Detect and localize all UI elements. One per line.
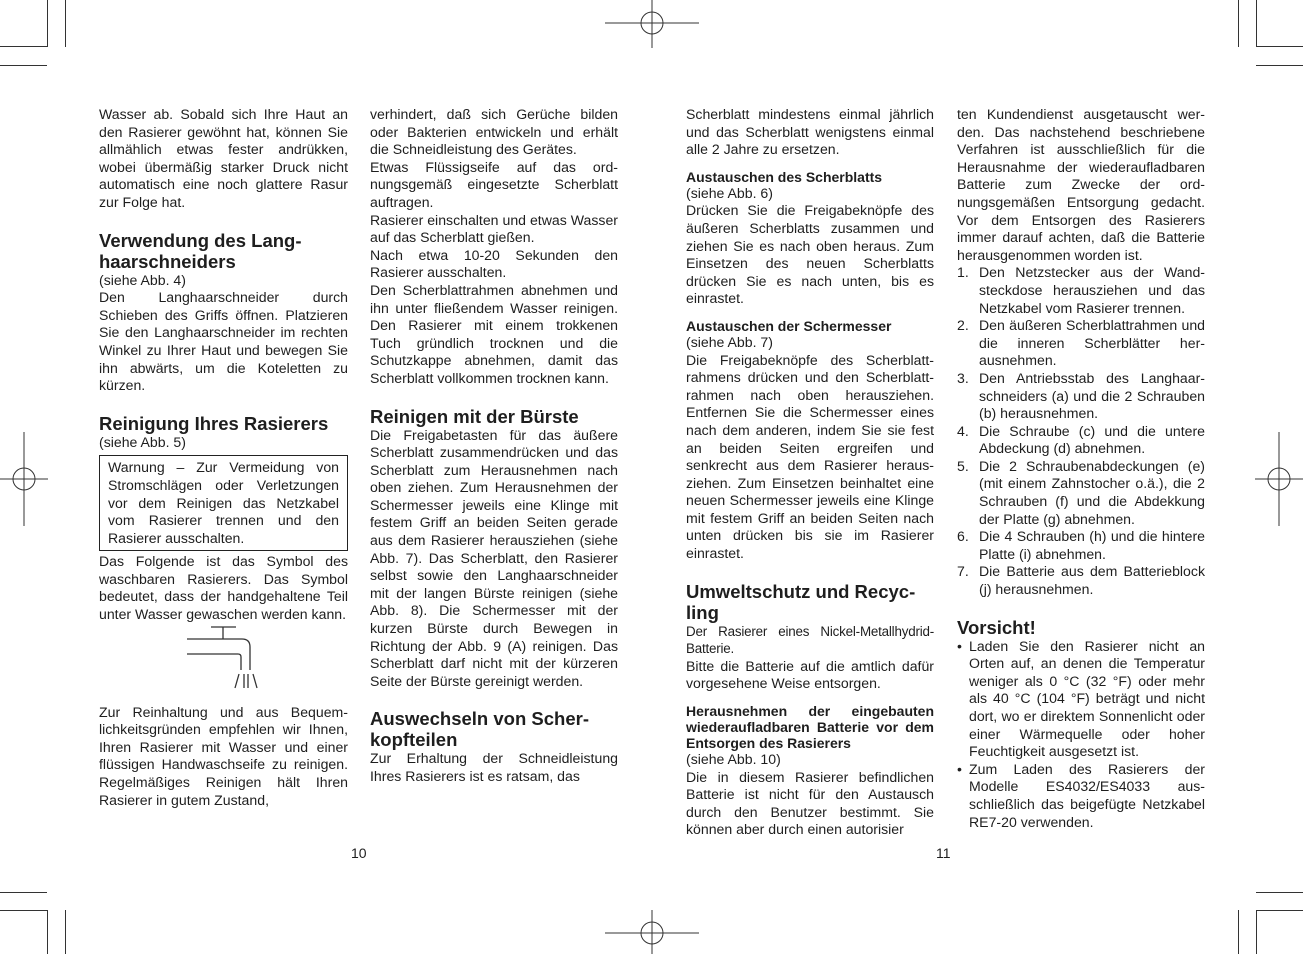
step-text: Die 2 Schraubenabdeckungen (e) (mit einem Zahnstocher o.ä.), die 2 Schrauben (f) und die Abdekkung der Platte (g) abnehmen. <box>979 457 1205 527</box>
heading-buerste: Reinigen mit der Bürste <box>370 405 579 427</box>
heading-reinigung: Reinigung Ihres Rasierers <box>99 412 329 434</box>
bullet-text: Laden Sie den Rasierer nicht an Orten auf, an denen die Temperatur weniger als 0 °C (32 °F) oder mehr als 40 °C (104 °F) beträgt und nicht dort, wo er direktem Sonnenlicht oder einer Wärmequelle oder hoher Feuchtigkeit ausgesetzt ist. <box>969 637 1205 760</box>
list-item <box>957 638 1205 761</box>
crop-mark <box>1256 910 1303 911</box>
step-number: 6. <box>957 528 969 545</box>
step-text: Die Schraube (c) und die untere Abdeckung (d) abnehmen. <box>979 422 1205 457</box>
paragraph: verhindert, daß sich Gerüche bilden oder Bakterien entwickeln und erhält die Schneidleistung des Gerätes. <box>370 106 618 158</box>
list-item <box>957 317 1205 370</box>
step-number: 3. <box>957 369 969 386</box>
subheading-herausnehmen: Herausnehmen der eingebauten wiederaufladbaren Batterie vor dem Entsorgen des Rasierers <box>686 703 934 752</box>
list-item <box>957 423 1205 458</box>
crop-mark <box>1256 0 1257 47</box>
step-text: Den äußeren Scherblattrahmen und die inneren Scherblätter herausnehmen. <box>979 317 1205 369</box>
figure-reference: (siehe Abb. 6) <box>686 184 773 201</box>
crop-mark <box>1238 910 1239 954</box>
crop-mark <box>1256 46 1303 47</box>
subheading-schermesser: Austauschen der Schermesser <box>686 317 892 334</box>
crop-mark <box>1256 892 1303 893</box>
heading-vorsicht: Vorsicht! <box>957 616 1036 638</box>
figure-reference: (siehe Abb. 5) <box>99 433 186 450</box>
step-number: 4. <box>957 422 969 439</box>
column-4 <box>957 106 1205 831</box>
paragraph: Den Langhaarschneider durch Schieben des Griffs öffnen. Platzieren Sie den Langhaarschneider im rechten Winkel zu Ihrer Haut und bewegen Sie ihn abwärts, um die Koteletten zu kürzen. <box>99 289 348 394</box>
registration-mark-left <box>0 432 48 526</box>
crop-mark <box>1256 65 1303 66</box>
page-number-left: 10 <box>351 845 367 861</box>
paragraph: Nach etwa 10-20 Sekunden den Rasierer ausschalten. <box>370 246 618 281</box>
paragraph: Zur Reinhaltung und aus Bequemlichkeitsgründen empfehlen wir Ihnen, Ihren Rasierer mit Wasser und einer flüssigen Handwaschseife zu reinigen. Regelmäßiges Reinigen hält Ihren Rasierer in gutem Zustand, <box>99 703 348 808</box>
washable-symbol-icon <box>99 624 348 704</box>
caution-list <box>957 638 1205 832</box>
step-text: Die 4 Schrauben (h) und die hintere Platte (i) abnehmen. <box>979 528 1205 562</box>
paragraph: Bitte die Batterie auf die amtlich dafür vorgesehene Weise entsorgen. <box>686 657 934 692</box>
paragraph: Das Folgende ist das Symbol des waschbaren Rasierers. Das Symbol bedeutet, dass der handgehaltene Teil unter Wasser gewaschen werden kann. <box>99 553 348 623</box>
paragraph: Drücken Sie die Freigabeknöpfe des äußeren Scherblatts zusammen und ziehen Sie es nach oben heraus. Zum Einsetzen des neuen Scherblatts drücken Sie es nach unten, bis es einrastet. <box>686 202 934 307</box>
paragraph: Wasser ab. Sobald sich Ihre Haut an den Rasierer gewöhnt hat, können Sie allmählich etwas fester andrükken, wobei übermäßig starker Druck nicht automatisch eine noch glattere Rasur zur Folge hat. <box>99 106 348 210</box>
paragraph: ten Kundendienst ausgetauscht werden. Das nachstehend beschriebene Verfahren ist ausschließlich für die Herausnahme der wiederaufladbaren Batterie zum Zwecke der ordnungsgemäßen Entsorgung gedacht. Vor dem Entsorgen des Rasierers immer darauf achten, daß die Batterie herausgenommen worden ist. <box>957 106 1205 263</box>
step-number: 1. <box>957 264 969 281</box>
page-number-right: 11 <box>936 845 951 861</box>
removal-steps-list <box>957 264 1205 598</box>
heading-umweltschutz: Umweltschutz und Recycling <box>686 580 916 623</box>
step-text: Den Antriebsstab des Langhaarschneiders (a) und die 2 Schrauben (b) herausnehmen. <box>979 369 1205 422</box>
registration-mark-bottom <box>605 910 699 954</box>
figure-reference: (siehe Abb. 10) <box>686 751 781 768</box>
step-number: 2. <box>957 317 969 334</box>
column-2 <box>370 106 618 786</box>
registration-mark-top <box>605 0 699 48</box>
crop-mark <box>65 0 66 47</box>
figure-reference: (siehe Abb. 7) <box>686 333 773 350</box>
paragraph: Den Scherblattrahmen abnehmen und ihn unter fließendem Wasser reinigen. Den Rasierer mit einem trokkenen Tuch gründlich trocknen und die Schutzkappe abnehmen, damit das Scherblatt vollkommen trocknen kann. <box>370 281 618 386</box>
paragraph: Die Freigabetasten für das äußere Scherblatt zusammendrücken und das Scherblatt zum Herausnehmen nach oben ziehen. Zum Herausnehmen der Schermesser jeweils eine Klinge mit festem Griff an beiden Seiten gerade aus dem Rasierer herausziehen (siehe Abb. 7). Das Scherblatt, den Rasierer selbst sowie den Langhaarschneider mit der langen Bürste reinigen (siehe Abb. 8). Die Schermesser mit der kurzen Bürste durch Bewegen in Richtung der Abb. 9 (A) reinigen. Das Scherblatt darf nicht mit der kürzeren Seite der Bürste gereinigt werden. <box>370 426 618 689</box>
paragraph: Scherblatt mindestens einmal jährlich und das Scherblatt wenigstens einmal alle 2 Jahre zu ersetzen. <box>686 106 934 158</box>
step-text: Den Netzstecker aus der Wandsteckdose herausziehen und das Netzkabel vom Rasierer trennen. <box>979 264 1205 316</box>
paragraph: Der Rasierer eines Nickel-Metallhydrid-Batterie. <box>686 623 934 657</box>
list-item <box>957 370 1205 423</box>
step-number: 5. <box>957 457 969 474</box>
crop-mark <box>0 910 47 911</box>
subheading-scherblatt: Austauschen des Scherblatts <box>686 168 883 185</box>
step-number: 7. <box>957 563 969 580</box>
crop-mark <box>0 65 47 66</box>
heading-auswechseln: Auswechseln von Scherkopfteilen <box>370 708 589 751</box>
crop-mark <box>0 892 47 893</box>
crop-mark <box>1256 910 1257 954</box>
list-item <box>957 264 1205 317</box>
paragraph: Die in diesem Rasierer befindlichen Batterie ist nicht für den Austausch durch den Benutzer bestimmt. Sie können aber durch einen autorisier <box>686 768 934 838</box>
crop-mark <box>0 46 47 47</box>
list-item <box>957 458 1205 528</box>
list-item <box>957 528 1205 563</box>
crop-mark <box>65 910 66 954</box>
crop-mark <box>47 0 48 47</box>
crop-mark <box>47 910 48 954</box>
crop-mark <box>1238 0 1239 47</box>
step-text: Die Batterie aus dem Batterieblock (j) herausnehmen. <box>979 563 1205 598</box>
heading-langhaarschneider: Verwendung des Langhaarschneiders <box>99 229 302 272</box>
bullet: • <box>957 760 962 777</box>
paragraph: Rasierer einschalten und etwas Wasser auf das Scherblatt gießen. <box>370 211 618 246</box>
paragraph: Die Freigabeknöpfe des Scherblattrahmens drücken und den Scherblattrahmen nach oben herausziehen. Entfernen Sie die Schermesser eines nach dem anderen, indem Sie sie fest an beiden Seiten ergreifen und senkrecht aus dem Rasierer herausziehen. Zum Einsetzen beinhaltet eine neuen Schermesser jeweils eine Klinge mit festem Griff an beiden Seiten nach unten drücken bis sie im Rasierer einrastet. <box>686 351 934 562</box>
list-item <box>957 761 1205 831</box>
paragraph: Etwas Flüssigseife auf das ordnungsgemäß eingesetzte Scherblatt auftragen. <box>370 158 618 210</box>
column-3 <box>686 106 934 839</box>
warning-text: Warnung – Zur Vermeidung von Stromschlägen oder Verletzungen vor dem Reinigen das Netzkabel vom Rasierer trennen und den Rasierer ausschalten. <box>108 459 339 546</box>
warning-box <box>99 455 348 551</box>
registration-mark-right <box>1255 432 1303 526</box>
bullet-text: Zum Laden des Rasierers der Modelle ES4032/ES4033 ausschließlich das beigefügte Netzkabel RE7-20 verwenden. <box>969 760 1205 830</box>
list-item <box>957 563 1205 598</box>
column-1 <box>99 106 348 809</box>
figure-reference: (siehe Abb. 4) <box>99 271 186 288</box>
bullet: • <box>957 637 962 654</box>
paragraph: Zur Erhaltung der Schneidleistung Ihres Rasierers ist es ratsam, das <box>370 750 618 784</box>
